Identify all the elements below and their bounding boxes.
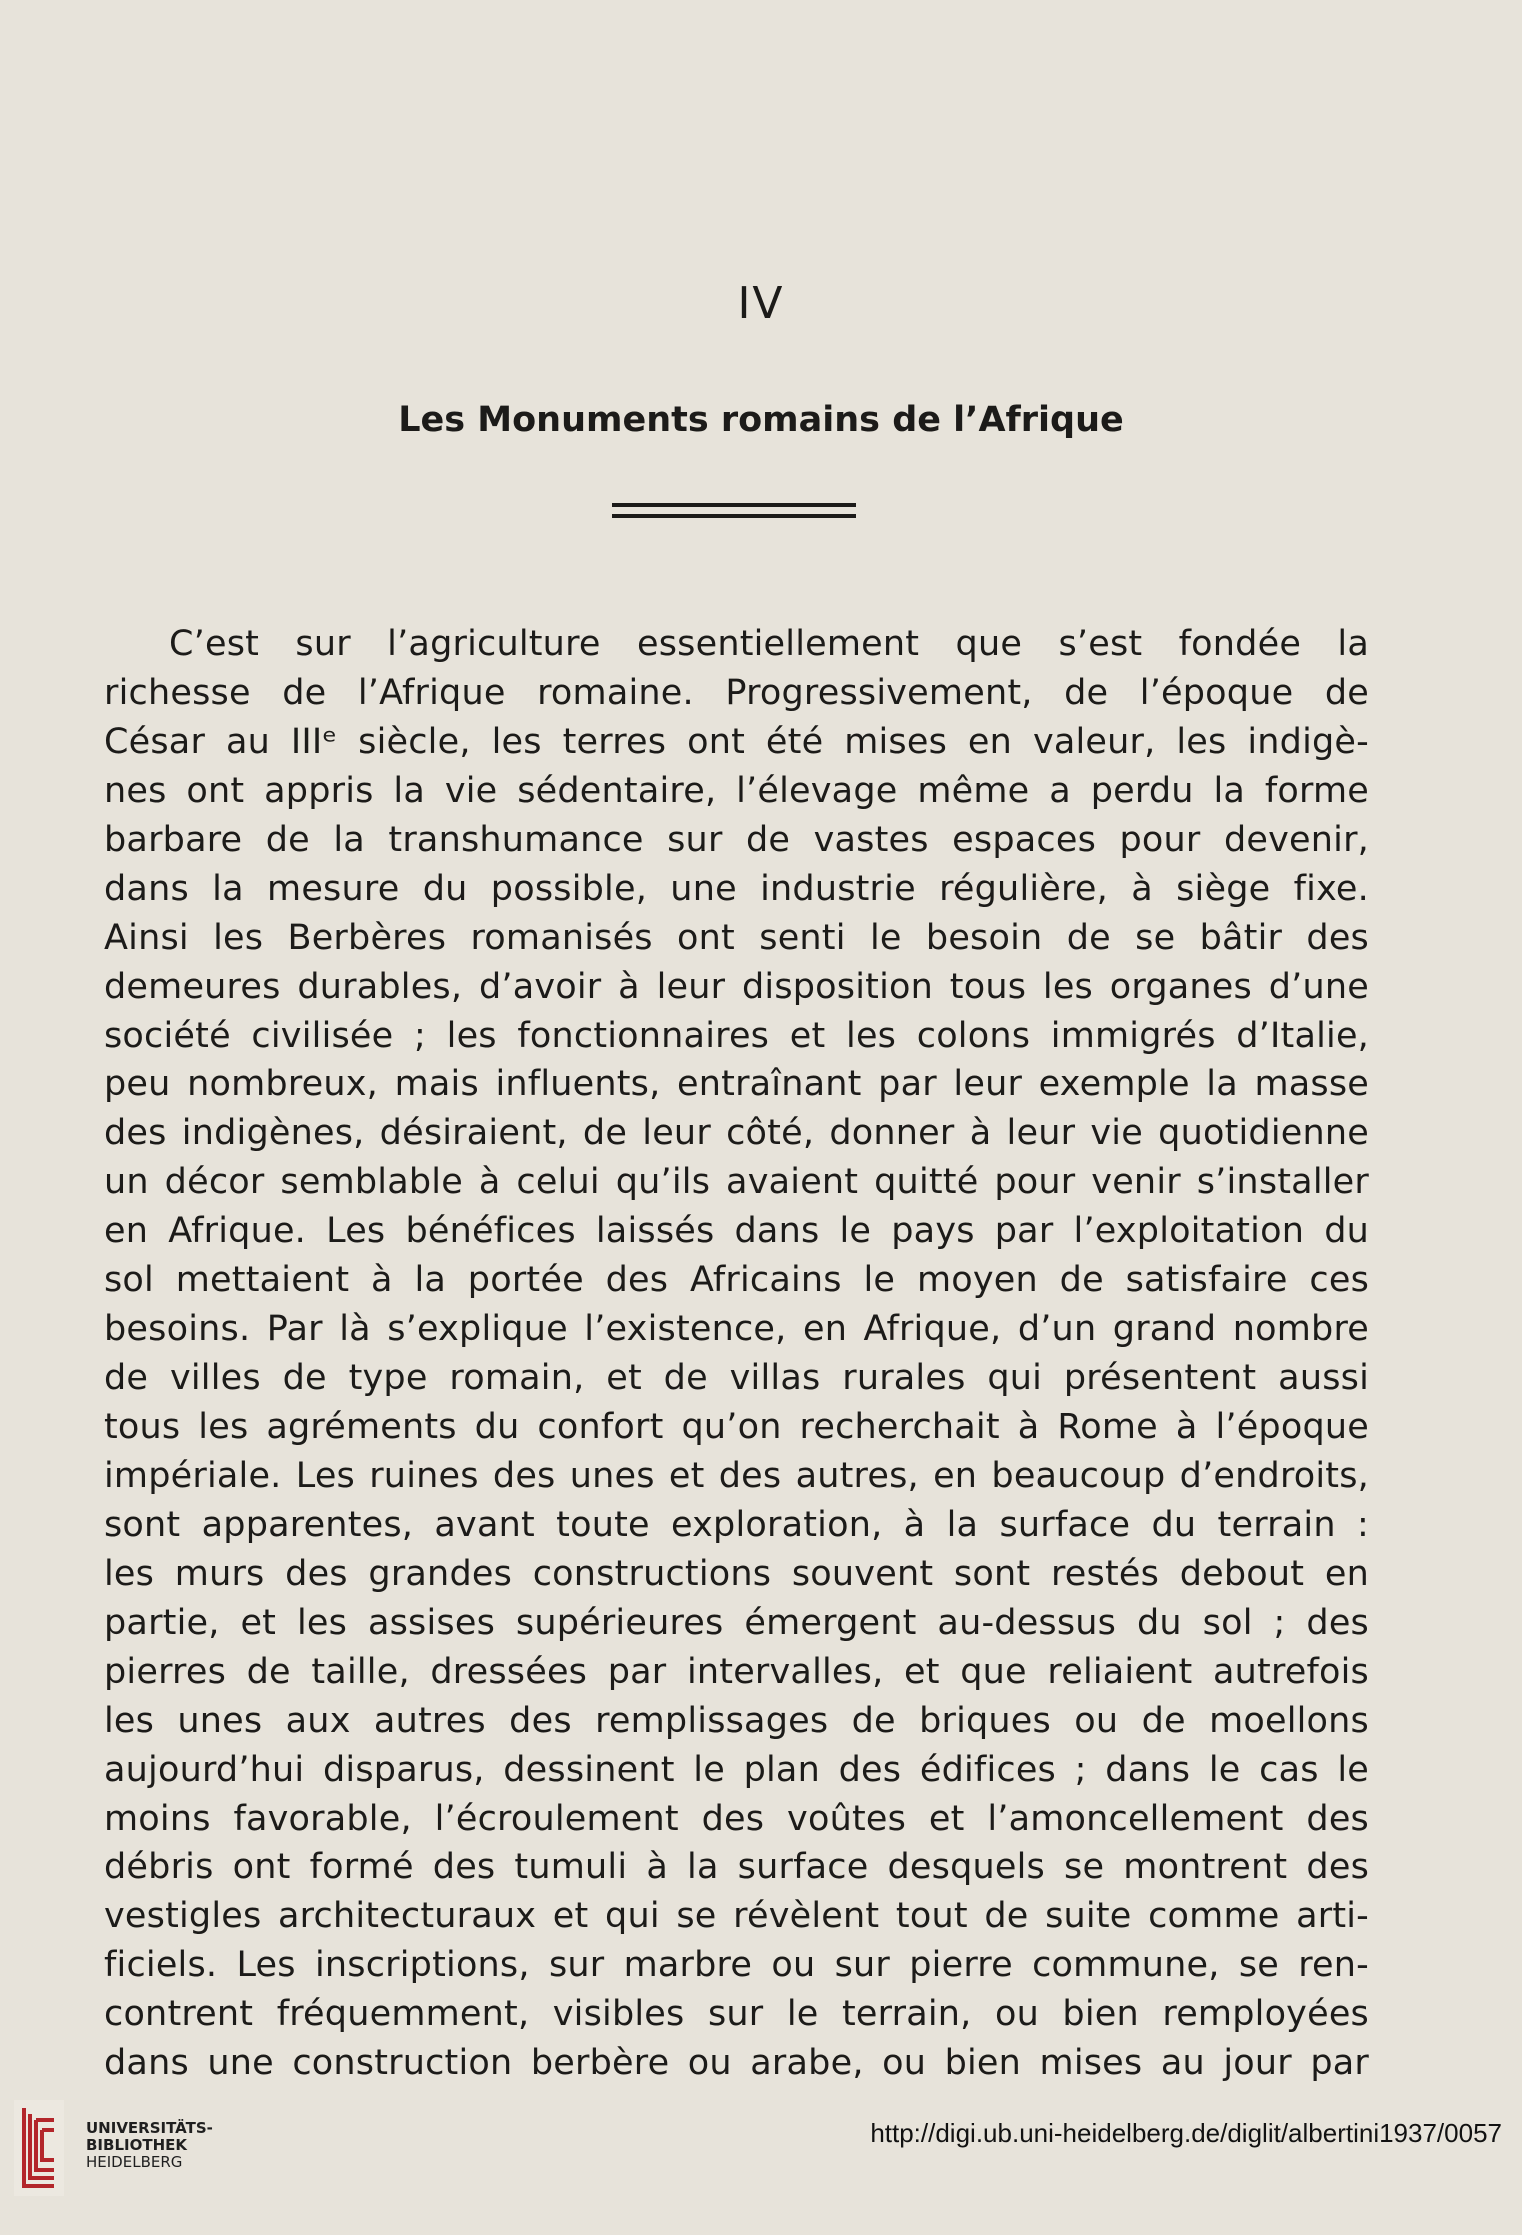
text-line: César au IIIᵉ siècle, les terres ont été mises en valeur, les indigè- bbox=[104, 721, 1369, 762]
text-line: ficiels. Les inscriptions, sur marbre ou sur pierre commune, se ren- bbox=[104, 1945, 1369, 1986]
text-line: besoins. Par là s’explique l’existence, en Afrique, d’un grand nombre bbox=[104, 1309, 1369, 1350]
text-line: pierres de taille, dressées par intervalles, et que reliaient autrefois bbox=[104, 1651, 1369, 1692]
text-line: sol mettaient à la portée des Africains le moyen de satisfaire ces bbox=[104, 1260, 1369, 1301]
library-name-line: HEIDELBERG bbox=[86, 2153, 183, 2171]
library-logo-icon bbox=[14, 2100, 64, 2196]
footer bbox=[0, 2080, 1522, 2235]
text-line: aujourd’hui disparus, dessinent le plan des édifices ; dans le cas le bbox=[104, 1749, 1369, 1790]
body-paragraph bbox=[104, 620, 1369, 2088]
text-line: débris ont formé des tumuli à la surface desquels se montrent des bbox=[104, 1847, 1369, 1888]
double-rule-divider bbox=[612, 503, 856, 518]
text-line: un décor semblable à celui qu’ils avaient quitté pour venir s’installer bbox=[104, 1162, 1369, 1203]
text-line: société civilisée ; les fonctionnaires et les colons immigrés d’Italie, bbox=[104, 1015, 1369, 1056]
text-line: les unes aux autres des remplissages de briques ou de moellons bbox=[104, 1700, 1369, 1741]
text-line: vestigles architecturaux et qui se révèlent tout de suite comme arti- bbox=[104, 1896, 1369, 1937]
text-line: des indigènes, désiraient, de leur côté, donner à leur vie quotidienne bbox=[104, 1113, 1369, 1154]
text-line: sont apparentes, avant toute exploration, à la surface du terrain : bbox=[104, 1504, 1369, 1545]
text-line: C’est sur l’agriculture essentiellement que s’est fondée la bbox=[169, 624, 1369, 664]
chapter-title: Les Monuments romains de l’Afrique bbox=[398, 400, 1124, 440]
source-url-link[interactable]: http://digi.ub.uni-heidelberg.de/diglit/albertini1937/0057 bbox=[870, 2118, 1502, 2148]
library-name bbox=[86, 2120, 213, 2171]
text-line: impériale. Les ruines des unes et des autres, en beaucoup d’endroits, bbox=[104, 1455, 1369, 1496]
chapter-number: IV bbox=[737, 278, 785, 329]
text-line: contrent fréquemment, visibles sur le terrain, ou bien remployées bbox=[104, 1994, 1369, 2035]
text-line: dans la mesure du possible, une industrie régulière, à siège fixe. bbox=[104, 868, 1369, 909]
text-line: barbare de la transhumance sur de vastes espaces pour devenir, bbox=[104, 819, 1369, 860]
library-name-line: UNIVERSITÄTS- bbox=[86, 2119, 213, 2137]
text-line: Ainsi les Berbères romanisés ont senti le besoin de se bâtir des bbox=[104, 917, 1369, 958]
text-line: tous les agréments du confort qu’on recherchait à Rome à l’époque bbox=[104, 1407, 1369, 1447]
text-line: moins favorable, l’écroulement des voûtes et l’amoncellement des bbox=[104, 1798, 1369, 1839]
library-name-line: BIBLIOTHEK bbox=[86, 2136, 187, 2154]
text-line: nes ont appris la vie sédentaire, l’élevage même a perdu la forme bbox=[104, 770, 1369, 811]
text-line: peu nombreux, mais influents, entraînant par leur exemple la masse bbox=[104, 1064, 1369, 1105]
text-line: de villes de type romain, et de villas rurales qui présentent aussi bbox=[104, 1358, 1369, 1399]
text-line: partie, et les assises supérieures émergent au-dessus du sol ; des bbox=[104, 1602, 1369, 1643]
text-line: dans une construction berbère ou arabe, ou bien mises au jour par bbox=[104, 2043, 1369, 2084]
text-line: en Afrique. Les bénéfices laissés dans le pays par l’exploitation du bbox=[104, 1211, 1369, 1252]
text-line: les murs des grandes constructions souvent sont restés debout en bbox=[104, 1553, 1369, 1594]
text-line: demeures durables, d’avoir à leur disposition tous les organes d’une bbox=[104, 966, 1369, 1007]
text-line: richesse de l’Afrique romaine. Progressivement, de l’époque de bbox=[104, 672, 1369, 713]
